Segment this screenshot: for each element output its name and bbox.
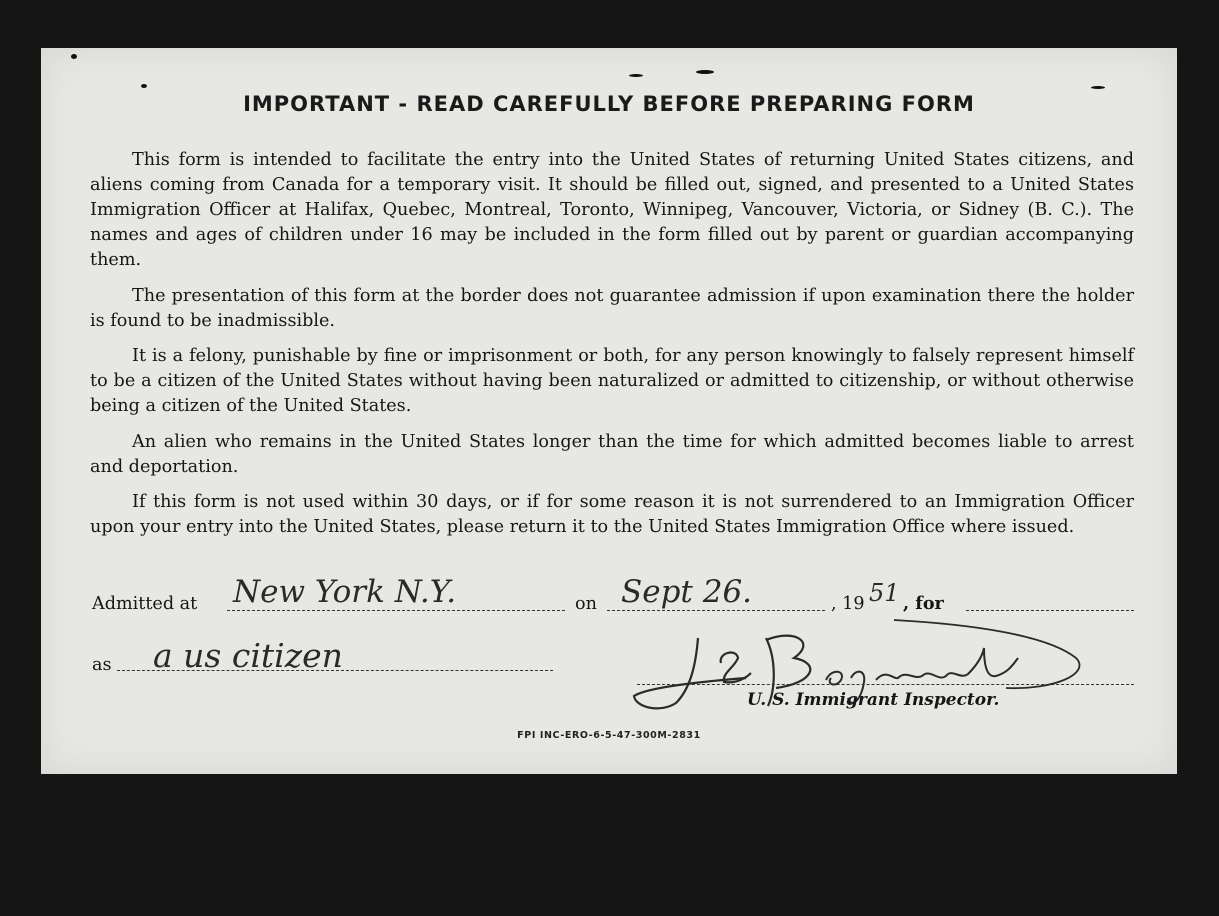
ink-speck xyxy=(629,74,643,77)
admitted-at-label: Admitted at xyxy=(92,594,198,614)
form-heading: IMPORTANT ‐ READ CAREFULLY BEFORE PREPARING FORM xyxy=(243,92,975,116)
instruction-paragraph-5: If this form is not used within 30 days, or if for some reason it is not surrendered to an Immigration Officer upon your entry into the United States, please return it to the United States Immigration Office where issued. xyxy=(90,492,1134,537)
as-handwriting: a us citizen xyxy=(153,636,343,675)
instruction-paragraph-1: This form is intended to facilitate the entry into the United States of returning United States citizens, and aliens coming from Canada for a temporary visit. It should be filled out, signed, and presented to a United States Immigration Officer at Halifax, Quebec, Montreal, Toronto, Winnipeg, Vancouver, Victoria, or Sidney (B. C.). The names and ages of children under 16 may be included in the form filled out by parent or guardian accompanying them. xyxy=(90,150,1134,270)
printer-imprint: FPI INC-ERO-6-5-47-300M-2831 xyxy=(517,730,701,741)
for-label: , for xyxy=(903,593,944,614)
as-label: as xyxy=(92,655,112,675)
inspector-title: U. S. Immigrant Inspector. xyxy=(747,690,1000,710)
year-handwriting: 51 xyxy=(869,579,900,607)
ink-speck xyxy=(71,54,77,59)
instruction-paragraph-3: It is a felony, punishable by fine or imprisonment or both, for any person knowingly to falsely represent himself to be a citizen of the United States without having been naturalized or admitted to citizenship, or without otherwise being a citizen of the United States. xyxy=(90,346,1134,416)
on-label: on xyxy=(575,594,597,614)
date-dotted-line xyxy=(607,610,825,611)
admitted-at-handwriting: New York N.Y. xyxy=(233,574,457,610)
for-dotted-line xyxy=(966,610,1134,611)
year-prefix: , 19 xyxy=(831,594,865,614)
ink-speck xyxy=(1091,86,1105,89)
ink-speck xyxy=(696,70,714,74)
instruction-paragraph-2: The presentation of this form at the border does not guarantee admission if upon examination there the holder is found to be inadmissible. xyxy=(90,286,1134,331)
ink-speck xyxy=(141,84,147,88)
admitted-at-dotted-line xyxy=(227,610,565,611)
instruction-paragraph-4: An alien who remains in the United States longer than the time for which admitted becomes liable to arrest and deportation. xyxy=(90,432,1134,477)
immigration-form-card xyxy=(41,48,1177,774)
date-handwriting: Sept 26. xyxy=(621,574,753,610)
